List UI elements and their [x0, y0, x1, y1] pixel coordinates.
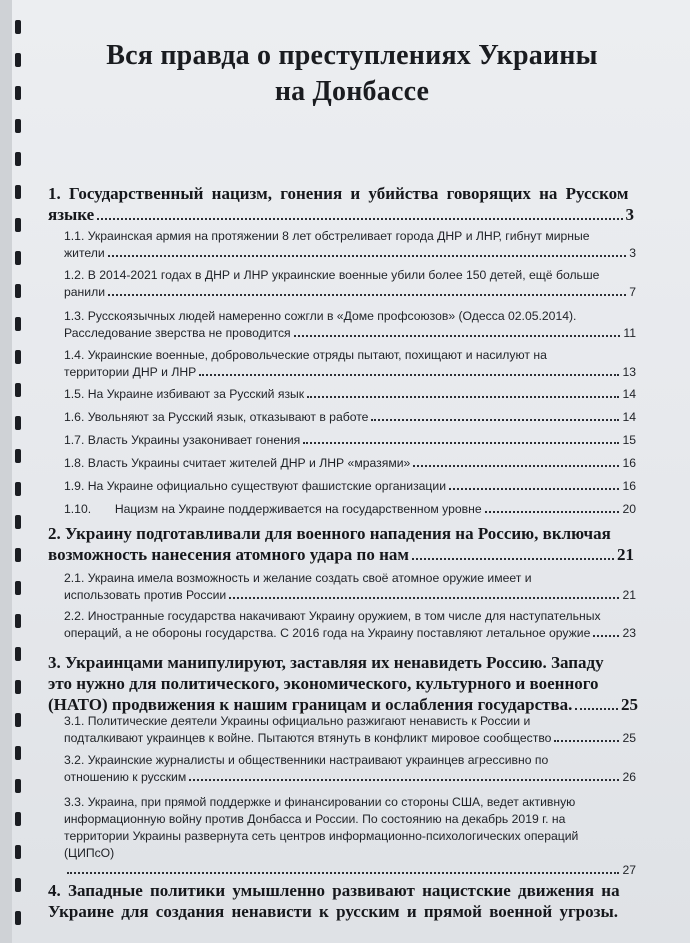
binding-ring — [15, 152, 21, 166]
binding-ring — [15, 284, 21, 298]
toc-item-1-9[interactable]: 1.9. На Украине официально существуют фашистские организации 16 — [64, 479, 636, 493]
toc-item-1-7[interactable]: 1.7. Власть Украины узаконивает гонения 15 — [64, 433, 636, 447]
binding-ring — [15, 746, 21, 760]
binding-ring — [15, 482, 21, 496]
toc-item-1-4[interactable]: 1.4. Украинские военные, добровольческие отряды пытают, похищают и насилуют на территории ДНР и ЛНР 13 — [64, 348, 636, 379]
toc-item-1-5[interactable]: 1.5. На Украине избивают за Русский язык 14 — [64, 387, 636, 401]
binding-ring — [15, 383, 21, 397]
binding-ring — [15, 779, 21, 793]
document-title — [32, 38, 672, 110]
binding-ring — [15, 812, 21, 826]
binding-ring — [15, 86, 21, 100]
toc-section-4[interactable]: 4. Западные политики умышленно развивают нацистские движения на Украине для создания ненависти к русским и прямой военной угрозы. — [48, 881, 620, 921]
document-page — [12, 0, 690, 943]
binding-ring — [15, 713, 21, 727]
binding-ring — [15, 119, 21, 133]
toc-item-1-8[interactable]: 1.8. Власть Украины считает жителей ДНР и ЛНР «мразями» 16 — [64, 456, 636, 470]
binding-ring — [15, 449, 21, 463]
binding-ring — [15, 548, 21, 562]
binding-ring — [15, 680, 21, 694]
toc-section-2[interactable]: 2. Украину подготавливали для военного нападения на Россию, включая возможность нанесения атомного удара по нам 21 — [48, 524, 634, 564]
binding-ring — [15, 251, 21, 265]
toc-item-2-1[interactable]: 2.1. Украина имела возможность и желание создать своё атомное оружие имеет и использовать против России 21 — [64, 571, 636, 602]
binding-ring — [15, 581, 21, 595]
toc-item-3-2[interactable]: 3.2. Украинские журналисты и общественники настраивают украинцев агрессивно по отношению к русским 26 — [64, 753, 636, 784]
binding-ring — [15, 911, 21, 925]
toc-section-3[interactable]: 3. Украинцами манипулируют, заставляя их ненавидеть Россию. Западу это нужно для политического, экономического, культурного и военного (НАТО) продвижения к нашим границам и ослабления государства. 25 — [48, 653, 638, 714]
binding-ring — [15, 416, 21, 430]
binding-ring — [15, 185, 21, 199]
binding-ring — [15, 20, 21, 34]
binding-ring — [15, 845, 21, 859]
binding-ring — [15, 647, 21, 661]
toc-item-3-1[interactable]: 3.1. Политические деятели Украины официально разжигают ненависть к России и подталкивают украинцев к войне. Пытаются втянуть в конфликт мировое сообщество 25 — [64, 714, 636, 745]
binding-ring — [15, 350, 21, 364]
binding-ring — [15, 515, 21, 529]
title-line-2: на Донбассе — [274, 76, 430, 107]
toc-section-1[interactable]: 1. Государственный нацизм, гонения и убийства говорящих на Русском языке 3 — [48, 184, 634, 224]
toc-item-1-3[interactable]: 1.3. Русскоязычных людей намеренно сожгли в «Доме профсоюзов» (Одесса 02.05.2014). Расследование зверства не проводится 11 — [64, 309, 636, 340]
toc-item-1-10[interactable]: 1.10. Нацизм на Украине поддерживается на государственном уровне 20 — [64, 502, 636, 516]
toc-item-1-2[interactable]: 1.2. В 2014-2021 годах в ДНР и ЛНР украинские военные убили более 150 детей, ещё больше ранили 7 — [64, 268, 636, 299]
binding-ring — [15, 218, 21, 232]
binding-ring — [15, 878, 21, 892]
toc-item-3-3[interactable]: 3.3. Украина, при прямой поддержке и финансировании со стороны США, ведет активную информационную войну против Донбасса и России. По состоянию на декабрь 2019 г. на территории Украины развернута сеть центров информационно-психологических операций (ЦИПсО) 27 — [64, 795, 636, 877]
binding-ring — [15, 317, 21, 331]
binding-ring — [15, 614, 21, 628]
toc-item-1-6[interactable]: 1.6. Увольняют за Русский язык, отказывают в работе 14 — [64, 410, 636, 424]
title-line-1: Вся правда о преступлениях Украины — [106, 40, 598, 71]
binding-ring — [15, 53, 21, 67]
toc-item-2-2[interactable]: 2.2. Иностранные государства накачивают Украину оружием, в том числе для наступательных операций, а не обороны государства. С 2016 года на Украину поставляют летальное оружие 23 — [64, 609, 636, 640]
toc-item-1-1[interactable]: 1.1. Украинская армия на протяжении 8 лет обстреливает города ДНР и ЛНР, гибнут мирные жители 3 — [64, 229, 636, 260]
binding-spiral — [12, 0, 26, 943]
